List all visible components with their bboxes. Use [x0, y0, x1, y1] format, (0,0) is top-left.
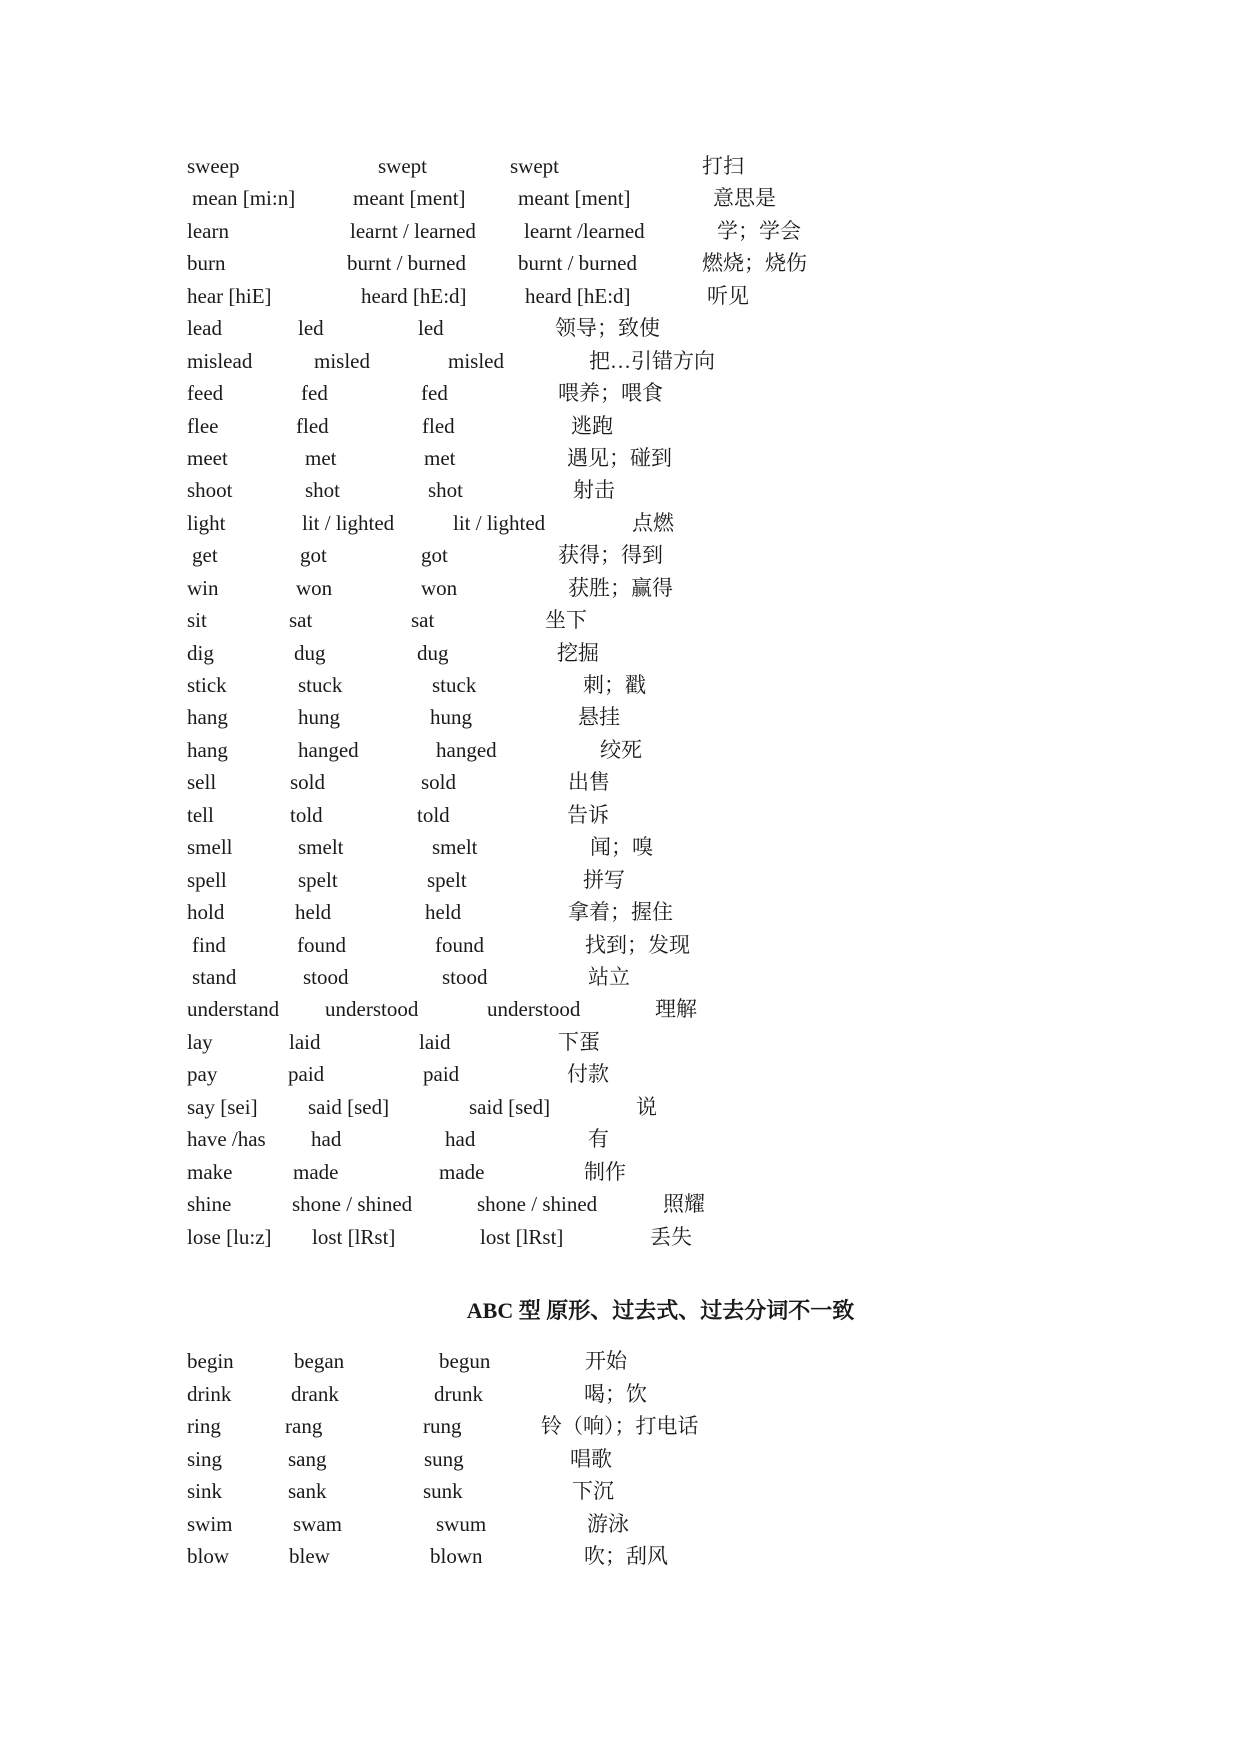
verb-row: [0, 474, 1241, 506]
verb-past: told: [290, 802, 323, 827]
verb-meaning: 听见: [707, 283, 749, 308]
verb-participle: lost [lRst]: [480, 1224, 564, 1249]
verb-past: rang: [285, 1414, 323, 1438]
verb-participle: lit / lighted: [453, 510, 546, 535]
verb-meaning: 坐下: [545, 608, 587, 633]
verb-base: hold: [187, 900, 225, 925]
verb-row: [0, 1091, 1241, 1123]
verb-base: hang: [187, 705, 228, 730]
verb-row: [0, 1221, 1241, 1253]
verb-past: fed: [301, 381, 328, 406]
verb-past: said [sed]: [308, 1094, 390, 1119]
verb-participle: hanged: [436, 737, 497, 762]
verb-past: understood: [325, 997, 419, 1022]
verb-row: [0, 572, 1241, 604]
verb-past: swam: [293, 1511, 342, 1536]
verb-base: find: [192, 932, 226, 957]
verb-meaning: 把…引错方向: [589, 348, 715, 373]
verb-base: pay: [187, 1062, 218, 1087]
verb-participle: meant [ment]: [518, 186, 631, 211]
verb-past: sank: [288, 1479, 327, 1503]
verb-participle: understood: [487, 997, 581, 1022]
verb-past: got: [300, 543, 327, 568]
verb-participle: shone / shined: [477, 1192, 598, 1217]
verb-past: won: [296, 575, 333, 600]
verb-past: spelt: [298, 867, 338, 892]
verb-participle: sold: [421, 770, 457, 795]
verb-meaning: 丢失: [650, 1224, 692, 1249]
verb-participle: heard [hE:d]: [525, 283, 631, 308]
verb-participle: got: [421, 543, 448, 568]
verb-participle: paid: [423, 1062, 460, 1087]
verb-base: mean [mi:n]: [192, 186, 296, 211]
verb-past: misled: [314, 348, 370, 373]
verb-base: shine: [187, 1192, 232, 1217]
verb-past: blew: [289, 1544, 330, 1568]
verb-participle: won: [421, 575, 458, 600]
verb-participle: sung: [424, 1446, 464, 1471]
verb-past: shot: [305, 478, 341, 503]
verb-base: stand: [192, 965, 237, 989]
verb-row: [0, 669, 1241, 701]
verb-meaning: 获胜；赢得: [568, 575, 673, 600]
verb-base: get: [192, 543, 218, 568]
verb-past: met: [305, 445, 337, 470]
verb-past: smelt: [298, 835, 344, 860]
verb-past: stuck: [298, 673, 343, 698]
verb-meaning: 获得；得到: [558, 543, 663, 568]
verb-meaning: 燃烧；烧伤: [702, 251, 807, 276]
verb-row: [0, 637, 1241, 669]
verb-base: light: [187, 510, 226, 535]
verb-participle: swum: [436, 1511, 487, 1536]
verb-meaning: 找到；发现: [585, 932, 690, 957]
verb-row: [0, 701, 1241, 733]
verb-meaning: 点燃: [632, 510, 674, 535]
verb-participle: met: [424, 445, 456, 470]
verb-base: sit: [187, 608, 207, 633]
verb-row: [0, 993, 1241, 1025]
verb-participle: held: [425, 900, 462, 925]
verb-base: hang: [187, 737, 228, 762]
verb-past: fled: [296, 413, 329, 438]
verb-participle: stuck: [432, 673, 477, 698]
verb-participle: laid: [419, 1029, 451, 1054]
verb-participle: stood: [442, 965, 488, 989]
verb-base: spell: [187, 867, 227, 892]
verb-participle: hung: [430, 705, 472, 730]
verb-row: [0, 929, 1241, 961]
verb-past: made: [293, 1159, 339, 1184]
verb-row: [0, 864, 1241, 896]
verb-base: lose [lu:z]: [187, 1224, 272, 1249]
verb-row: [0, 799, 1241, 831]
verb-row: [0, 961, 1241, 993]
verb-participle: drunk: [434, 1381, 483, 1406]
verb-meaning: 下沉: [572, 1479, 614, 1503]
verb-base: tell: [187, 802, 214, 827]
verb-row: [0, 280, 1241, 312]
verb-meaning: 铃（响）；打电话: [541, 1414, 699, 1438]
verb-row: [0, 1475, 1241, 1507]
verb-participle: sat: [411, 608, 435, 633]
verb-meaning: 有: [588, 1127, 609, 1152]
verb-base: blow: [187, 1544, 229, 1568]
verb-row: [0, 442, 1241, 474]
verb-base: understand: [187, 997, 280, 1022]
verb-participle: burnt / burned: [518, 251, 637, 276]
verb-past: lit / lighted: [302, 510, 395, 535]
verb-row: [0, 539, 1241, 571]
verb-row: [0, 1540, 1241, 1572]
verb-meaning: 刺；戳: [583, 673, 646, 698]
verb-base: stick: [187, 673, 227, 698]
verb-meaning: 照耀: [663, 1192, 705, 1217]
verb-past: sat: [289, 608, 313, 633]
verb-past: hanged: [298, 737, 359, 762]
verb-participle: had: [445, 1127, 476, 1152]
verb-base: say [sei]: [187, 1094, 258, 1119]
verb-participle: shot: [428, 478, 464, 503]
verb-meaning: 闻；嗅: [590, 835, 653, 860]
verb-past: lost [lRst]: [312, 1224, 396, 1249]
verb-meaning: 下蛋: [558, 1029, 600, 1054]
verb-meaning: 站立: [588, 965, 630, 989]
verb-row: [0, 1058, 1241, 1090]
verb-base: flee: [187, 413, 219, 438]
verb-past: learnt / learned: [350, 218, 476, 243]
verb-row: [0, 507, 1241, 539]
verb-meaning: 悬挂: [578, 705, 620, 730]
verb-row: [0, 1508, 1241, 1540]
verb-participle: dug: [417, 640, 449, 665]
verb-base: sink: [187, 1479, 223, 1503]
verb-base: drink: [187, 1381, 232, 1406]
verb-participle: fled: [422, 413, 455, 438]
verb-meaning: 告诉: [567, 802, 609, 827]
verb-row: [0, 766, 1241, 798]
verb-meaning: 打扫: [702, 154, 744, 178]
verb-base: win: [187, 575, 219, 600]
verb-row: [0, 150, 1241, 182]
verb-row: [0, 410, 1241, 442]
verb-past: shone / shined: [292, 1192, 413, 1217]
verb-past: heard [hE:d]: [361, 283, 467, 308]
verb-row: [0, 1345, 1241, 1377]
verb-past: meant [ment]: [353, 186, 466, 211]
verb-past: paid: [288, 1062, 325, 1087]
verb-row: [0, 1410, 1241, 1442]
verb-meaning: 喝；饮: [584, 1381, 647, 1406]
verb-participle: spelt: [427, 867, 467, 892]
verb-past: held: [295, 900, 332, 925]
verb-meaning: 制作: [584, 1159, 626, 1184]
verb-base: lead: [187, 316, 222, 341]
verb-base: meet: [187, 445, 228, 470]
verb-meaning: 领导；致使: [555, 316, 660, 341]
verb-base: shoot: [187, 478, 233, 503]
verb-meaning: 开始: [585, 1349, 627, 1373]
verb-participle: fed: [421, 381, 448, 406]
verb-base: ring: [187, 1414, 221, 1438]
verb-row: [0, 831, 1241, 863]
verb-participle: sunk: [423, 1479, 463, 1503]
verb-participle: found: [435, 932, 484, 957]
verb-base: sing: [187, 1446, 223, 1471]
verb-meaning: 挖掘: [557, 640, 599, 665]
verb-base: sell: [187, 770, 217, 795]
verb-participle: told: [417, 802, 450, 827]
verb-meaning: 唱歌: [570, 1446, 612, 1471]
verb-past: hung: [298, 705, 340, 730]
verb-past: sold: [290, 770, 326, 795]
verb-past: sang: [288, 1446, 327, 1471]
verb-base: hear [hiE]: [187, 283, 272, 308]
verb-participle: misled: [448, 348, 504, 373]
verb-participle: swept: [510, 154, 559, 178]
verb-row: [0, 734, 1241, 766]
verb-participle: led: [418, 316, 444, 341]
verb-base: learn: [187, 218, 229, 243]
verb-past: stood: [303, 965, 349, 989]
verb-row: [0, 1443, 1241, 1475]
verb-base: swim: [187, 1511, 233, 1536]
verb-meaning: 拿着；握住: [568, 900, 673, 925]
verb-base: feed: [187, 381, 224, 406]
verb-participle: smelt: [432, 835, 478, 860]
verb-meaning: 喂养；喂食: [558, 381, 663, 406]
verb-row: [0, 312, 1241, 344]
verb-past: laid: [289, 1029, 321, 1054]
verb-meaning: 逃跑: [571, 413, 613, 438]
verb-row: [0, 1378, 1241, 1410]
verb-row: [0, 247, 1241, 279]
verb-past: had: [311, 1127, 342, 1152]
verb-meaning: 拼写: [583, 867, 625, 892]
verb-meaning: 射击: [573, 478, 615, 503]
verb-row: [0, 1188, 1241, 1220]
verb-past: led: [298, 316, 324, 341]
verb-base: mislead: [187, 348, 253, 373]
verb-past: drank: [291, 1381, 339, 1406]
verb-row: [0, 1156, 1241, 1188]
verb-participle: said [sed]: [469, 1094, 551, 1119]
verb-participle: begun: [439, 1349, 491, 1373]
verb-row: [0, 345, 1241, 377]
verb-participle: made: [439, 1159, 485, 1184]
verb-past: found: [297, 932, 346, 957]
verb-base: dig: [187, 640, 214, 665]
verb-meaning: 出售: [568, 770, 610, 795]
verb-row: [0, 182, 1241, 214]
verb-row: [0, 215, 1241, 247]
verb-base: have /has: [187, 1127, 266, 1152]
verb-base: make: [187, 1159, 233, 1184]
verb-participle: rung: [423, 1414, 462, 1438]
verb-past: dug: [294, 640, 326, 665]
verb-meaning: 意思是: [713, 186, 776, 211]
verb-meaning: 游泳: [587, 1511, 629, 1536]
verb-base: lay: [187, 1029, 213, 1054]
verb-meaning: 付款: [567, 1062, 609, 1087]
verb-meaning: 学；学会: [717, 218, 801, 243]
verb-row: [0, 604, 1241, 636]
verb-past: swept: [378, 154, 427, 178]
section-heading-abc: ABC 型 原形、过去式、过去分词不一致: [466, 1298, 855, 1323]
verb-meaning: 说: [636, 1094, 657, 1119]
verb-row: [0, 896, 1241, 928]
verb-past: burnt / burned: [347, 251, 466, 276]
verb-participle: learnt /learned: [524, 218, 645, 243]
verb-base: burn: [187, 251, 226, 276]
verb-meaning: 绞死: [600, 737, 642, 762]
verb-meaning: 吹；刮风: [584, 1544, 668, 1568]
verb-base: sweep: [187, 154, 240, 178]
verb-base: begin: [187, 1349, 234, 1373]
verb-past: began: [294, 1349, 345, 1373]
verb-row: [0, 1026, 1241, 1058]
verb-base: smell: [187, 835, 233, 860]
verb-row: [0, 377, 1241, 409]
verb-row: [0, 1123, 1241, 1155]
verb-meaning: 理解: [655, 997, 697, 1022]
verb-participle: blown: [430, 1544, 483, 1568]
verb-meaning: 遇见；碰到: [567, 445, 672, 470]
